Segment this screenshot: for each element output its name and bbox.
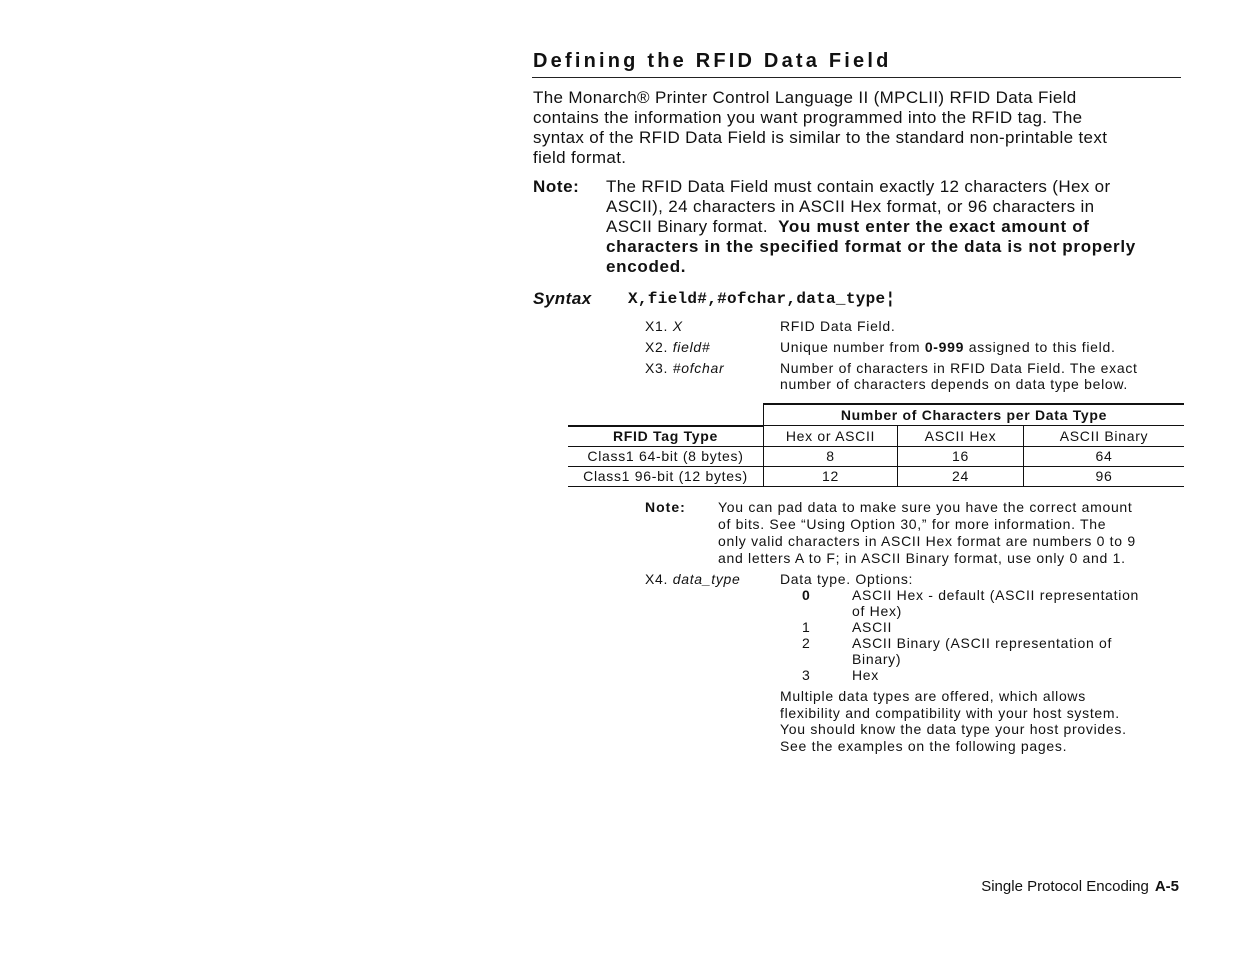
- syntax-command: X,field#,#ofchar,data_type¦: [628, 290, 896, 308]
- option-number: 1: [802, 619, 811, 635]
- param-label-x1: [645, 318, 683, 334]
- table-header-cell: ASCII Hex: [898, 426, 1024, 447]
- intro-line: The Monarch® Printer Control Language II (MPCLII) RFID Data Field: [533, 88, 1077, 107]
- table-cell: Class1 64-bit (8 bytes): [568, 446, 764, 466]
- syntax-label: Syntax: [533, 289, 592, 308]
- note-line: only valid characters in ASCII Hex format are numbers 0 to 9: [718, 533, 1136, 549]
- table-cell: Class1 96-bit (12 bytes): [568, 466, 764, 486]
- intro-line: syntax of the RFID Data Field is similar to the standard non-printable text: [533, 128, 1108, 147]
- section-title: Defining the RFID Data Field: [533, 50, 892, 72]
- param-desc-x3-line2: number of characters depends on data type below.: [780, 376, 1129, 392]
- intro-paragraph: [533, 88, 1193, 168]
- table-cell: 12: [764, 466, 898, 486]
- param-name: data_type: [672, 571, 741, 587]
- param-desc-x3-line1: Number of characters in RFID Data Field. The exact: [780, 360, 1138, 376]
- data-type-explanation: [780, 688, 1127, 754]
- table-group-header-row: [568, 404, 1184, 426]
- note-body: [718, 499, 1136, 567]
- note-emphasis-line: encoded.: [606, 257, 687, 276]
- option-text: Hex: [852, 667, 879, 683]
- param-label-x2: [645, 339, 710, 355]
- page-footer: [981, 878, 1179, 895]
- table-row: [568, 466, 1184, 486]
- rfid-characters-table: [568, 403, 1184, 487]
- note-emphasis-line: characters in the specified format or the data is not properly: [606, 237, 1136, 256]
- param-name: X: [672, 318, 683, 334]
- table-cell: 96: [1024, 466, 1185, 486]
- option-number: 2: [802, 635, 811, 651]
- param-name: field#: [672, 339, 711, 355]
- param-desc-x2: [780, 339, 1116, 355]
- param-prefix: X1.: [645, 318, 673, 334]
- table-cell: 64: [1024, 446, 1185, 466]
- footer-text: Single Protocol Encoding: [981, 878, 1149, 895]
- note-body: [606, 177, 1206, 277]
- option-text: Binary): [852, 651, 902, 667]
- intro-line: contains the information you want programmed into the RFID tag. The: [533, 108, 1083, 127]
- note-line: You can pad data to make sure you have the correct amount: [718, 499, 1133, 515]
- option-text: ASCII: [852, 619, 893, 635]
- page-number: A-5: [1154, 878, 1179, 895]
- explanation-line: flexibility and compatibility with your host system.: [780, 704, 1120, 721]
- explanation-line: Multiple data types are offered, which allows: [780, 688, 1086, 704]
- param-desc-x1: RFID Data Field.: [780, 318, 896, 334]
- param-prefix: X2.: [645, 339, 673, 355]
- note-text: ASCII Binary format.: [606, 217, 779, 236]
- note-line: The RFID Data Field must contain exactly 12 characters (Hex or: [606, 177, 1111, 196]
- note-line: and letters A to F; in ASCII Binary format, use only 0 and 1.: [718, 550, 1126, 566]
- option-text: ASCII Hex - default (ASCII representation: [852, 587, 1140, 603]
- param-prefix: X3.: [645, 360, 673, 376]
- note-line: ASCII), 24 characters in ASCII Hex format, or 96 characters in: [606, 197, 1095, 216]
- explanation-line: You should know the data type your host provides.: [780, 721, 1127, 737]
- param-label-x4: [645, 571, 741, 587]
- note-emphasis: You must enter the exact amount of: [778, 217, 1090, 236]
- option-number: 3: [802, 667, 811, 683]
- table-row: [568, 446, 1184, 466]
- table-cell: 24: [898, 466, 1024, 486]
- option-text: of Hex): [852, 603, 903, 619]
- note-line: [606, 217, 1206, 237]
- param-label-x3: [645, 360, 724, 376]
- param-prefix: X4.: [645, 571, 673, 587]
- param-desc-x4: Data type. Options:: [780, 571, 914, 587]
- table-header-cell: ASCII Binary: [1024, 426, 1185, 447]
- table-group-header: Number of Characters per Data Type: [764, 404, 1185, 426]
- table-cell: 16: [898, 446, 1024, 466]
- option-number: 0: [802, 587, 811, 603]
- note-label: Note:: [645, 499, 686, 515]
- explanation-line: See the examples on the following pages.: [780, 737, 1068, 754]
- table-cell: 8: [764, 446, 898, 466]
- table-header-cell: RFID Tag Type: [568, 426, 764, 447]
- table-header-row: [568, 426, 1184, 447]
- param-desc-text: assigned to this field.: [964, 339, 1116, 355]
- table-empty-cell: [568, 404, 764, 426]
- option-text: ASCII Binary (ASCII representation of: [852, 635, 1113, 651]
- intro-line: field format.: [533, 148, 627, 167]
- param-desc-range: 0-999: [924, 339, 965, 355]
- table-header-cell: Hex or ASCII: [764, 426, 898, 447]
- param-name: #ofchar: [672, 360, 725, 376]
- note-line: of bits. See “Using Option 30,” for more information. The: [718, 516, 1107, 532]
- note-label: Note:: [533, 177, 580, 196]
- param-desc-text: Unique number from: [780, 339, 925, 355]
- title-rule: [532, 77, 1181, 78]
